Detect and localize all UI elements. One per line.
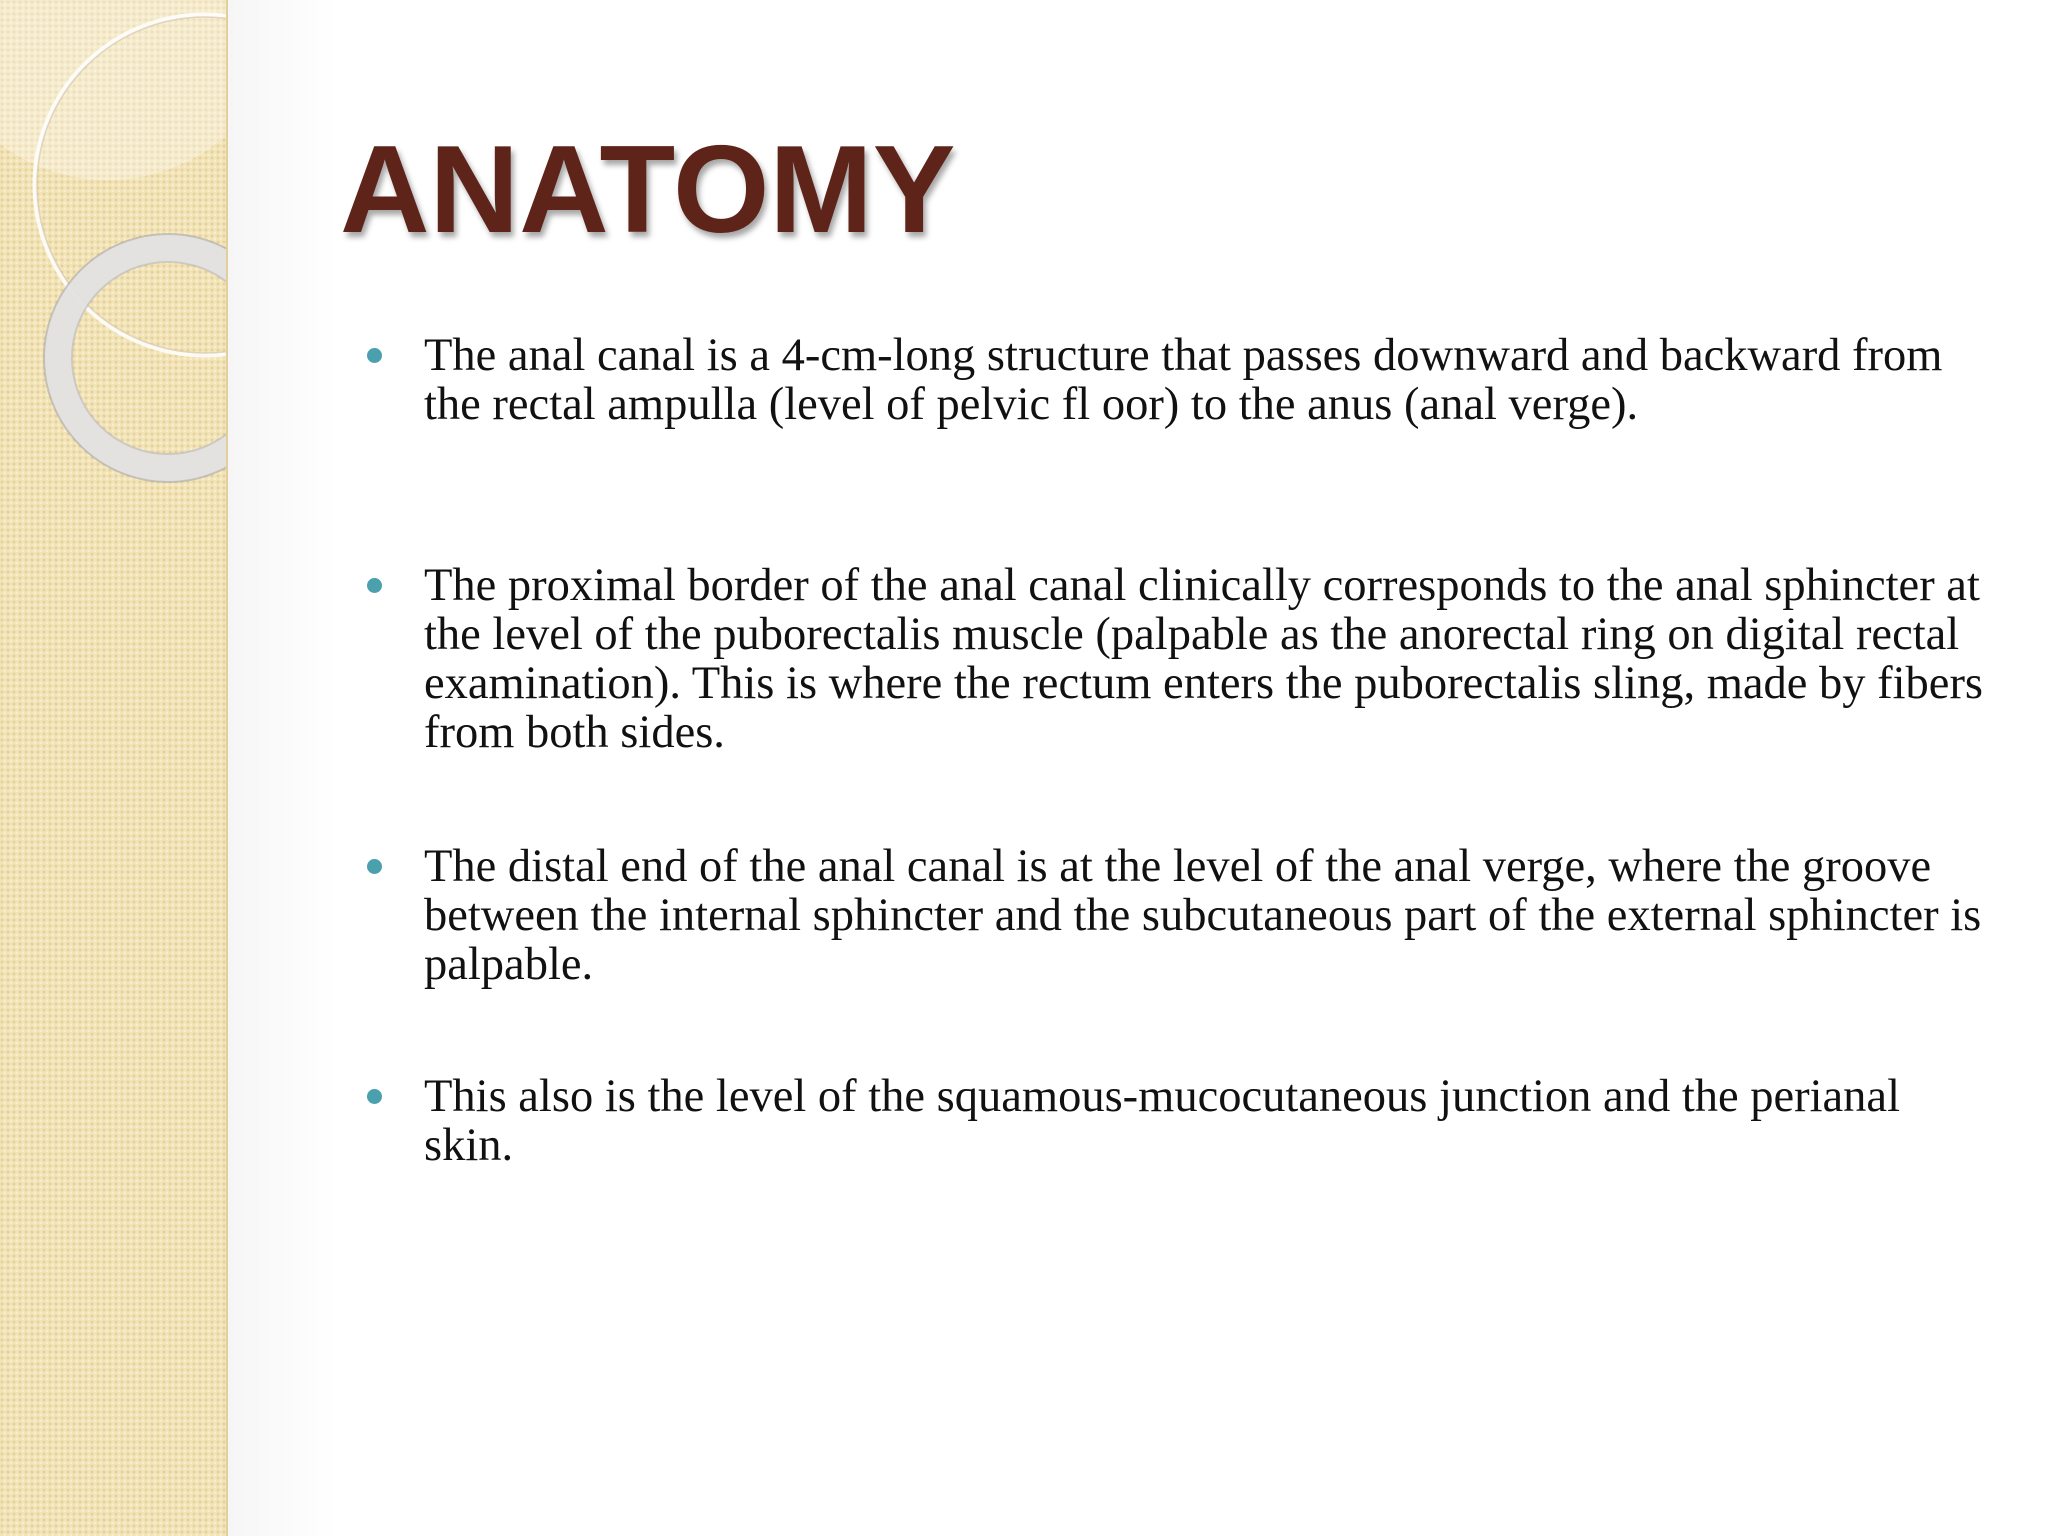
slide-title: ANATOMY — [340, 121, 956, 259]
bullet-item — [424, 1072, 1984, 1170]
bullet-text: The anal canal is a 4-cm-long structure that passes downward and backward from the rectal ampulla (level of pelvic fl oor) to the anus (anal verge). — [424, 330, 1943, 430]
bullet-item — [424, 331, 1984, 429]
bullet-dot-icon — [367, 859, 382, 874]
bullet-text: The proximal border of the anal canal clinically corresponds to the anal sphincter at the level of the puborectalis muscle (palpable as the anorectal ring on digital rectal examination). This is where the rectum enters the puborectalis sling, made by fibers from both sides. — [424, 560, 1984, 758]
bullet-item — [424, 561, 1984, 757]
bullet-dot-icon — [367, 578, 382, 593]
bullet-text: The distal end of the anal canal is at the level of the anal verge, where the groove between the internal sphincter and the subcutaneous part of the external sphincter is palpable. — [424, 841, 1982, 990]
bullet-dot-icon — [367, 1089, 382, 1104]
bullet-item — [424, 842, 1984, 989]
bullet-dot-icon — [367, 348, 382, 363]
bullet-text: This also is the level of the squamous-mucocutaneous junction and the perianal skin. — [424, 1071, 1900, 1171]
